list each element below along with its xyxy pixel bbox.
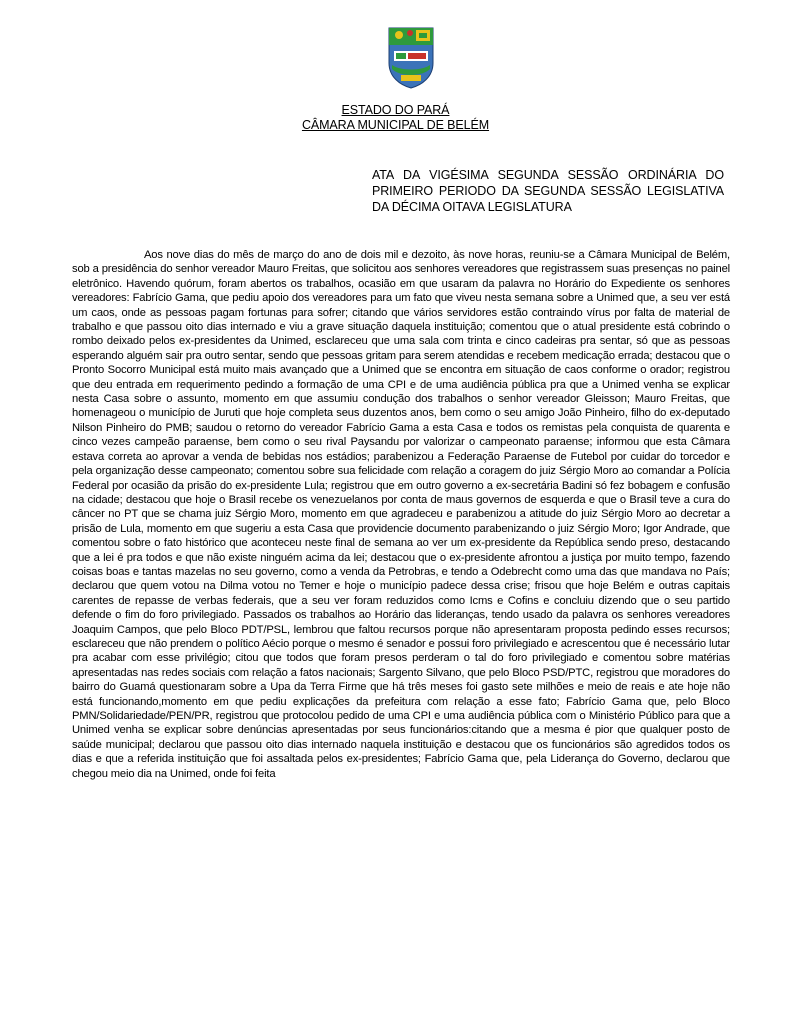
state-name: ESTADO DO PARÁ [341,103,450,117]
document-title: ATA DA VIGÉSIMA SEGUNDA SESSÃO ORDINÁRIA DO PRIMEIRO PERIODO DA SEGUNDA SESSÃO LEGISLATIVA DA DÉCIMA OITAVA LEGISLATURA [372,168,724,214]
body-paragraph: Aos nove dias do mês de março do ano de dois mil e dezoito, às nove horas, reuniu-se a Câmara Municipal de Belém, sob a presidência do senhor vereador Mauro Freitas, que solicitou aos senhores vereadores que registrassem suas presenças no painel eletrônico. Havendo quórum, foram abertos os trabalhos, ocasião em que usaram da palavra no Horário do Expediente os senhores vereadores: Fabrício Gama, que pediu apoio dos vereadores para um fato que viveu nesta semana sobre a Unimed que, a seu ver está um caos, onde as pessoas pagam fortunas para sofrer; citando que vários servidores estão contraindo vírus por falta de material de trabalho e que passou oito dias internado e viu a grave situação daquela instituição; comentou que o atual presidente está cobrindo o rombo deixado pelos ex-presidentes da Unimed, esclareceu que uma sala com trinta e cinco cadeiras pra sentar, só que as pessoas esperando alguém sair pra outro sentar, sendo que pessoas gritam para serem atendidas e recebem medicação errada; destacou que o Pronto Socorro Municipal está muito mais avançado que a Unimed que se encontra em situação de caos conforme o orador; registrou que deu entrada em requerimento pedindo a formação de uma CPI e de uma audiência pública pra que a Unimed venha se explicar nesta Casa sobre o assunto, momento em que assumiu condução dos trabalhos o senhor vereador Gleisson; Mauro Freitas, que homenageou o município de Juruti que hoje completa seus duzentos anos, bem como o seu amigo João Pinheiro, filho do ex-deputado Nilson Pinheiro do PMB; saudou o retorno do vereador Fabrício Gama a esta Casa e todos os remistas pela conquista de quarenta e cinco vezes campeão paraense, bem como o seu rival Paysandu por valorizar o campeonato paraense; informou que esta Câmara estava correta ao aprovar a venda de bebidas nos estádios; parabenizou a Federação Paraense de Futebol por cuidar do torcedor e pela organização desse campeonato; comentou sobre sua felicidade com relação a coragem do juiz Sérgio Moro ao comandar a Polícia Federal por ocasião da prisão do ex-presidente Lula; registrou que em outro governo a ex-secretária Badini só fez bobagem e confusão na cidade; destacou que hoje o Brasil recebe os venezuelanos por conta de maus governos de esquerda e que o Brasil teve a cura do câncer no PT que se chama juiz Sérgio Moro, momento em que agradeceu e parabenizou a atitude do juiz Sérgio Moro ao decretar a prisão de Lula, momento em que sugeriu a esta Casa que providencie documento parabenizando o juiz Sérgio Moro; Igor Andrade, que comentou sobre o fato histórico que aconteceu neste final de semana ao ver um ex-presidente da República sendo preso, destacando que a lei é pra todos e que não existe ninguém acima da lei; destacou que o ex-presidente afrontou a justiça por muito tempo, fazendo coisas boas e tantas mazelas no seu governo, como a venda da Petrobras, e tendo a Odebrecht como uma das que mandava no País; declarou que quem votou na Dilma votou no Temer e hoje o município padece dessa crise; frisou que hoje Belém e outras capitais carentes de repasse de verbas federais, que a seu ver foram reduzidos como Icms e Cofins e concluiu dizendo que o seu partido defende o fim do foro privilegiado. Passados os trabalhos ao Horário das lideranças, tendo usado da palavra os senhores vereadores Joaquim Campos, que pelo Bloco PDT/PSL, lembrou que faltou recursos porque não apresentaram proposta pedindo esses recursos; esclareceu que não prendem o político Aécio porque o mesmo é senador e possui foro privilegiado e acrescentou que é necessário lutar pra acabar com esse privilégio; citou que todos que foram presos perderam o tal do foro privilegiado e comentou sobre matérias apresentadas nas redes sociais com relação a fatos nacionais; Sargento Silvano, que pelo Bloco PSD/PTC, registrou que moradores do bairro do Guamá questionaram sobre a Upa da Terra Firme que há três meses foi gasto sete milhões e meio de reais e ate hoje não está funcionando,momento em que pediu explicações da prefeitura com relação a esse fato; Fabrício Gama que, pelo Bloco PMN/Solidariedade/PEN/PR, registrou que protocolou pedido de uma CPI e uma audiência pública com o Ministério Público para que a Unimed venha se explicar sobre denúncias apresentadas por seus funcionários:citando que a mesma é pior que qualquer posto de saúde municipal; declarou que passou oito dias internado naquela instituição e destacou que os funcionários são agredidos todos os dias e que a referida instituição que foi assaltada pelos ex-presidentes; Fabrício Gama que, pela Liderança do Governo, declarou que chegou meio dia na Unimed, onde foi feita [72,249,730,780]
chamber-name: CÂMARA MUNICIPAL DE BELÉM [301,118,490,132]
header [0,103,791,133]
coat-of-arms-icon [386,25,436,89]
